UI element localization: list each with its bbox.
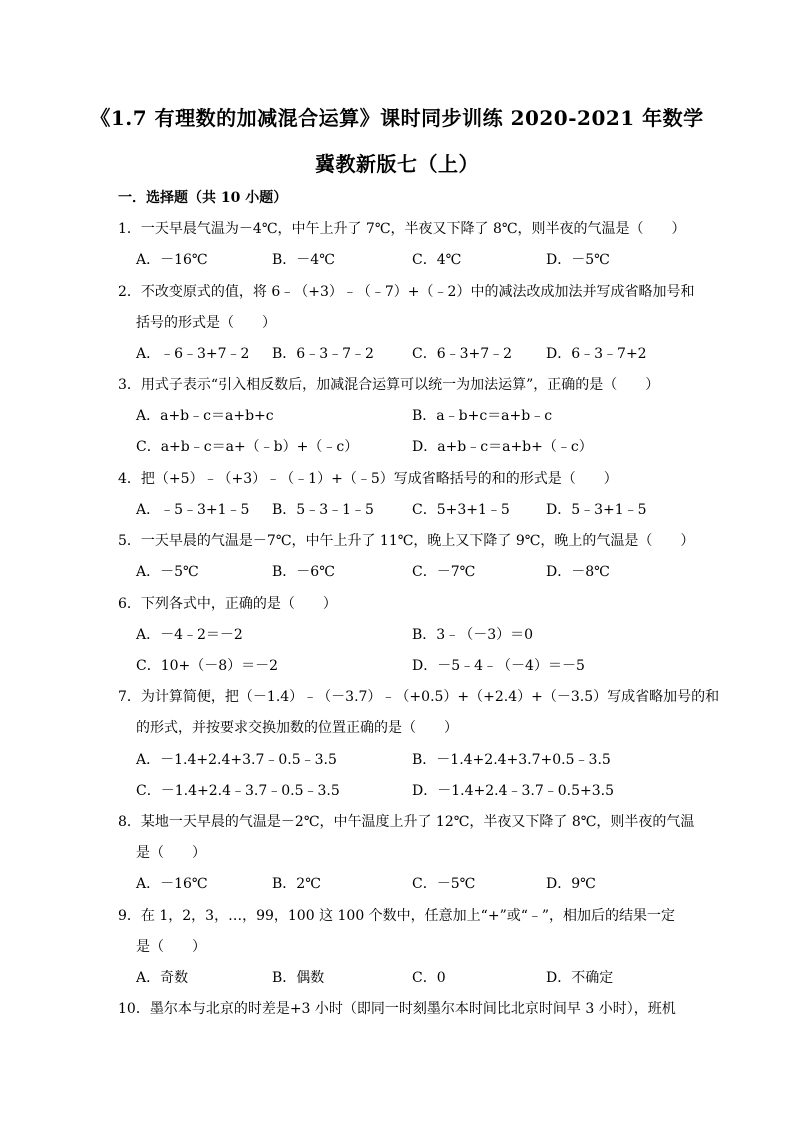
- question-2-stem-continued: 括号的形式是（ ）: [136, 315, 276, 331]
- document-title-line-2: 冀教新版七（上）: [315, 152, 479, 176]
- question-4-option-d: D．5﹣3+1﹣5: [546, 502, 647, 518]
- question-2-option-a: A．﹣6﹣3+7﹣2: [136, 346, 250, 362]
- question-8-option-a: A．－16℃: [136, 876, 208, 892]
- question-8-option-d: D．9℃: [546, 876, 596, 892]
- question-6-option-c: C．10+（－8）＝－2: [136, 658, 279, 674]
- question-1-stem: 1．一天早晨气温为－4℃，中午上升了 7℃，半夜又下降了 8℃，则半夜的气温是（ ）: [118, 221, 686, 237]
- question-2-option-b: B．6﹣3﹣7﹣2: [272, 346, 374, 362]
- question-9-option-c: C．0: [412, 970, 446, 986]
- question-4-stem: 4．把（+5）﹣（+3）﹣（﹣1）+（﹣5）写成省略括号的和的形式是（ ）: [118, 471, 618, 487]
- question-10-stem: 10．墨尔本与北京的时差是+3 小时（即同一时刻墨尔本时间比北京时间早 3 小时），班机: [118, 1001, 676, 1017]
- question-9-option-d: D．不确定: [546, 970, 614, 986]
- question-9-stem-continued: 是（ ）: [136, 939, 206, 955]
- document-title-line-1: 《1.7 有理数的加减混合运算》课时同步训练 2020-2021 年数学: [90, 106, 704, 130]
- section-heading: 一．选择题（共 10 小题）: [118, 190, 288, 206]
- question-3-stem: 3．用式子表示“引入相反数后，加减混合运算可以统一为加法运算”，正确的是（ ）: [118, 377, 660, 393]
- question-2-stem: 2．不改变原式的值，将 6﹣（+3）﹣（﹣7）+（﹣2）中的减法改成加法并写成省略加号和: [118, 284, 695, 300]
- question-8-stem: 8．某地一天早晨的气温是－2℃，中午温度上升了 12℃，半夜又下降了 8℃，则半夜的气温: [118, 814, 695, 830]
- question-3-option-d: D．a+b﹣c＝a+b+（﹣c）: [412, 439, 593, 455]
- question-8-option-c: C．－5℃: [412, 876, 476, 892]
- question-4-option-a: A．﹣5﹣3+1﹣5: [136, 502, 250, 518]
- question-7-stem-continued: 的形式，并按要求交换加数的位置正确的是（ ）: [136, 720, 458, 736]
- question-5-option-d: D．－8℃: [546, 564, 610, 580]
- question-7-option-b: B．－1.4+2.4+3.7+0.5﹣3.5: [412, 752, 611, 768]
- question-6-option-a: A．－4﹣2＝－2: [136, 627, 243, 643]
- question-9-option-a: A．奇数: [136, 970, 189, 986]
- question-8-stem-continued: 是（ ）: [136, 845, 206, 861]
- question-5-option-b: B．－6℃: [272, 564, 335, 580]
- question-2-option-c: C．6﹣3+7﹣2: [412, 346, 513, 362]
- question-5-option-c: C．－7℃: [412, 564, 476, 580]
- question-5-option-a: A．－5℃: [136, 564, 199, 580]
- question-8-option-b: B．2℃: [272, 876, 321, 892]
- question-1-option-d: D．－5℃: [546, 252, 610, 268]
- question-9-option-b: B．偶数: [272, 970, 325, 986]
- question-1-option-c: C．4℃: [412, 252, 462, 268]
- question-1-option-b: B．－4℃: [272, 252, 335, 268]
- question-7-option-a: A．－1.4+2.4+3.7﹣0.5﹣3.5: [136, 752, 337, 768]
- question-4-option-c: C．5+3+1﹣5: [412, 502, 510, 518]
- question-9-stem: 9．在 1，2，3，…，99，100 这 100 个数中，任意加上“+”或“﹣”，相加后的结果一定: [118, 908, 676, 924]
- question-6-option-d: D．－5﹣4﹣（－4）＝－5: [412, 658, 585, 674]
- question-5-stem: 5．一天早晨的气温是－7℃，中午上升了 11℃，晚上又下降了 9℃，晚上的气温是（ ）: [118, 533, 695, 549]
- question-2-option-d: D．6﹣3﹣7+2: [546, 346, 647, 362]
- question-7-option-c: C．－1.4+2.4﹣3.7﹣0.5﹣3.5: [136, 783, 340, 799]
- question-3-option-a: A．a+b﹣c＝a+b+c: [136, 408, 274, 424]
- question-4-option-b: B．5﹣3﹣1﹣5: [272, 502, 374, 518]
- question-6-option-b: B．3﹣（－3）＝0: [412, 627, 534, 643]
- question-7-option-d: D．－1.4+2.4﹣3.7﹣0.5+3.5: [412, 783, 615, 799]
- question-7-stem: 7．为计算简便，把（－1.4）﹣（－3.7）﹣（+0.5）+（+2.4）+（－3.5）写成省略加号的和: [118, 689, 720, 705]
- question-6-stem: 6．下列各式中，正确的是（ ）: [118, 596, 337, 612]
- question-1-option-a: A．－16℃: [136, 252, 208, 268]
- question-3-option-c: C．a+b﹣c＝a+（﹣b）+（﹣c）: [136, 439, 359, 455]
- question-3-option-b: B．a﹣b+c＝a+b﹣c: [412, 408, 553, 424]
